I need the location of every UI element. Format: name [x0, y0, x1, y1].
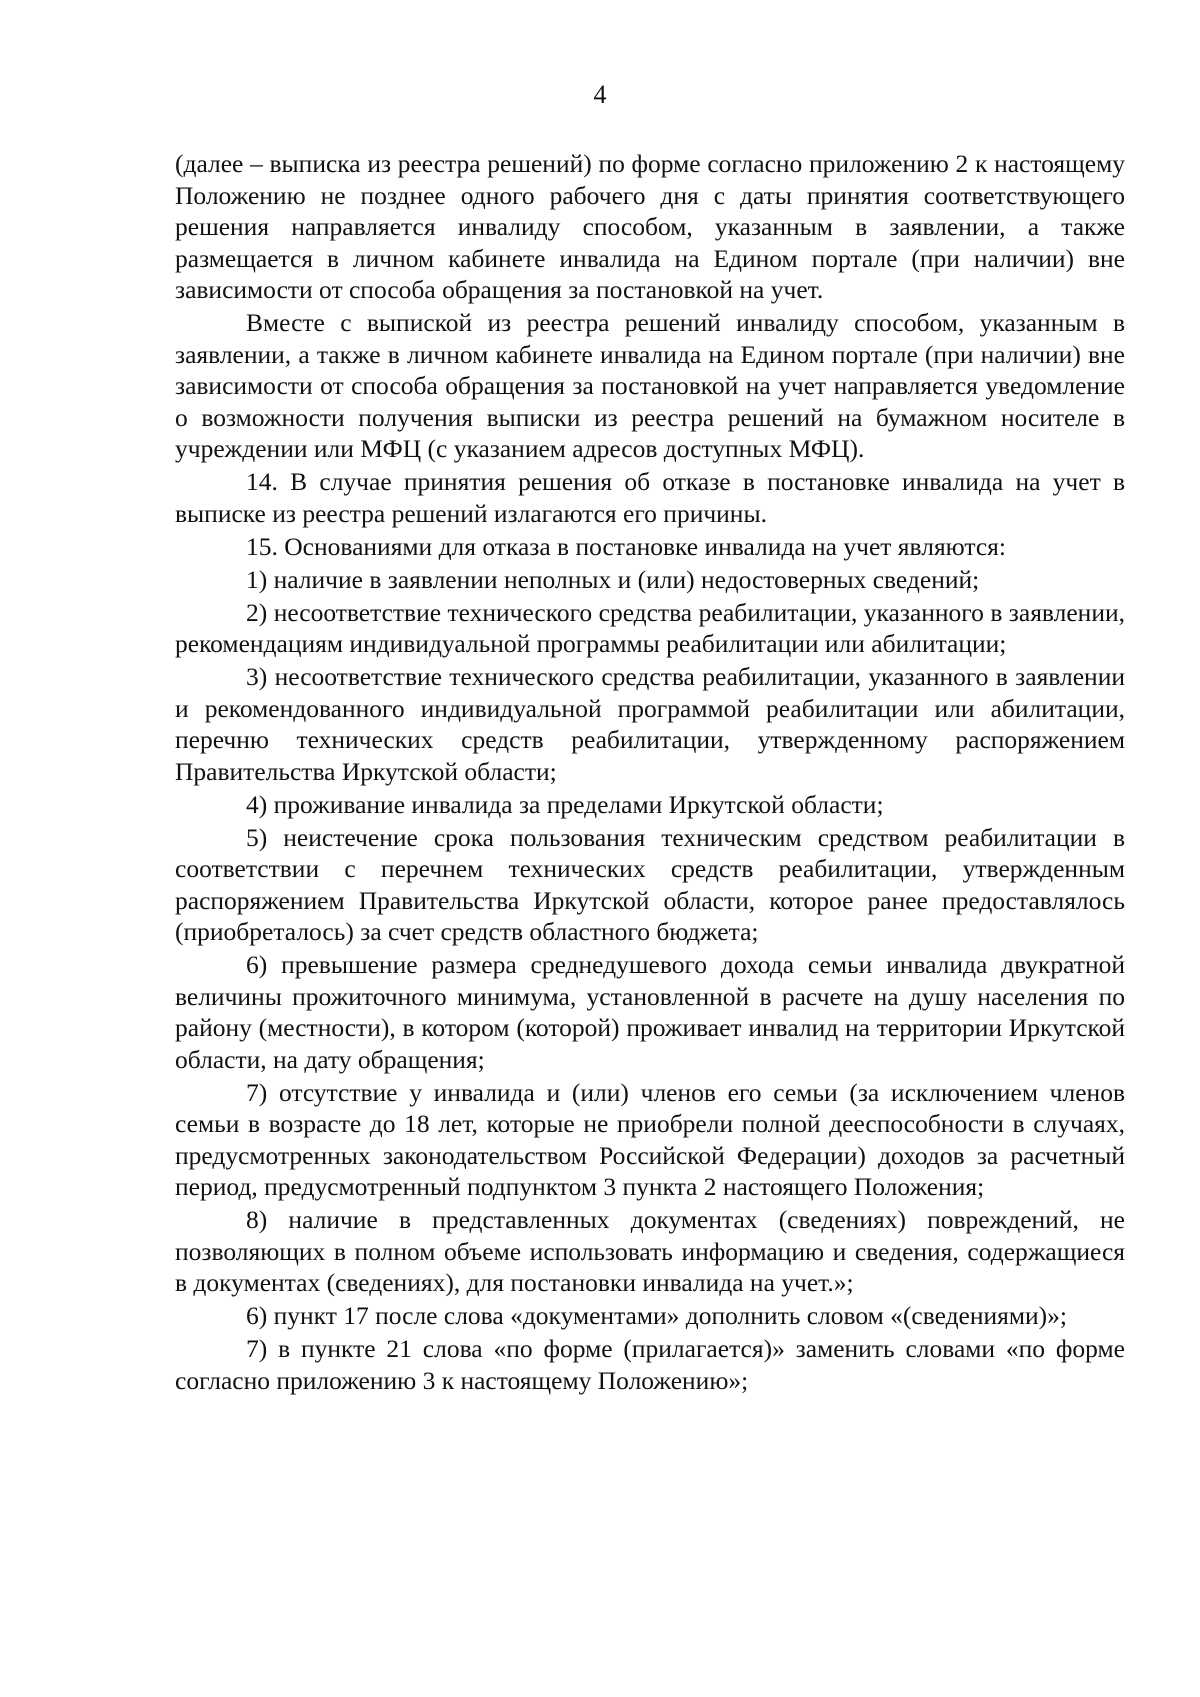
amendment-item-7: 7) в пункте 21 слова «по форме (прилагается)» заменить словами «по форме согласно приложению 3 к настоящему Положению»; [175, 1334, 1125, 1395]
list-item-6: 6) превышение размера среднедушевого дохода семьи инвалида двукратной величины прожиточного минимума, установленной в расчете на душу населения по району (местности), в котором (которой) проживает инвалид на территории Иркутской области, на дату обращения; [175, 950, 1125, 1074]
list-item-2: 2) несоответствие технического средства реабилитации, указанного в заявлении, рекомендациям индивидуальной программы реабилитации или абилитации; [175, 597, 1125, 658]
paragraph-notification: Вместе с выпиской из реестра решений инвалиду способом, указанным в заявлении, а также в личном кабинете инвалида на Едином портале (при наличии) вне зависимости от способа обращения за постановкой на учет направляется уведомление о возможности получения выписки из реестра решений на бумажном носителе в учреждении или МФЦ (с указанием адресов доступных МФЦ). [175, 308, 1125, 463]
document-body [175, 148, 1125, 1398]
paragraph-item-14: 14. В случае принятия решения об отказе в постановке инвалида на учет в выписке из реестра решений излагаются его причины. [175, 467, 1125, 528]
list-item-4: 4) проживание инвалида за пределами Иркутской области; [246, 789, 884, 819]
list-item-1: 1) наличие в заявлении неполных и (или) недостоверных сведений; [246, 564, 980, 594]
list-item-3: 3) несоответствие технического средства реабилитации, указанного в заявлении и рекомендованного индивидуальной программой реабилитации или абилитации, перечню технических средств реабилитации, утвержденному распоряжением Правительства Иркутской области; [175, 662, 1125, 786]
list-item-7: 7) отсутствие у инвалида и (или) членов его семьи (за исключением членов семьи в возрасте до 18 лет, которые не приобрели полной дееспособности в случаях, предусмотренных законодательством Российской Федерации) доходов за расчетный период, предусмотренный подпунктом 3 пункта 2 настоящего Положения; [175, 1077, 1125, 1201]
paragraph-item-15: 15. Основаниями для отказа в постановке инвалида на учет являются: [246, 531, 1006, 561]
list-item-5: 5) неистечение срока пользования техническим средством реабилитации в соответствии с перечнем технических средств реабилитации, утвержденным распоряжением Правительства Иркутской области, которое ранее предоставлялось (приобреталось) за счет средств областного бюджета; [175, 822, 1125, 946]
amendment-item-6: 6) пункт 17 после слова «документами» дополнить словом «(сведениями)»; [246, 1301, 1068, 1330]
page-number: 4 [593, 80, 607, 109]
paragraph-continuation: (далее – выписка из реестра решений) по форме согласно приложению 2 к настоящему Положению не позднее одного рабочего дня с даты принятия соответствующего решения направляется инвалиду способом, указанным в заявлении, а также размещается в личном кабинете инвалида на Едином портале (при наличии) вне зависимости от способа обращения за постановкой на учет. [175, 149, 1125, 304]
list-item-8: 8) наличие в представленных документах (сведениях) повреждений, не позволяющих в полном объеме использовать информацию и сведения, содержащиеся в документах (сведениях), для постановки инвалида на учет.»; [175, 1205, 1125, 1297]
